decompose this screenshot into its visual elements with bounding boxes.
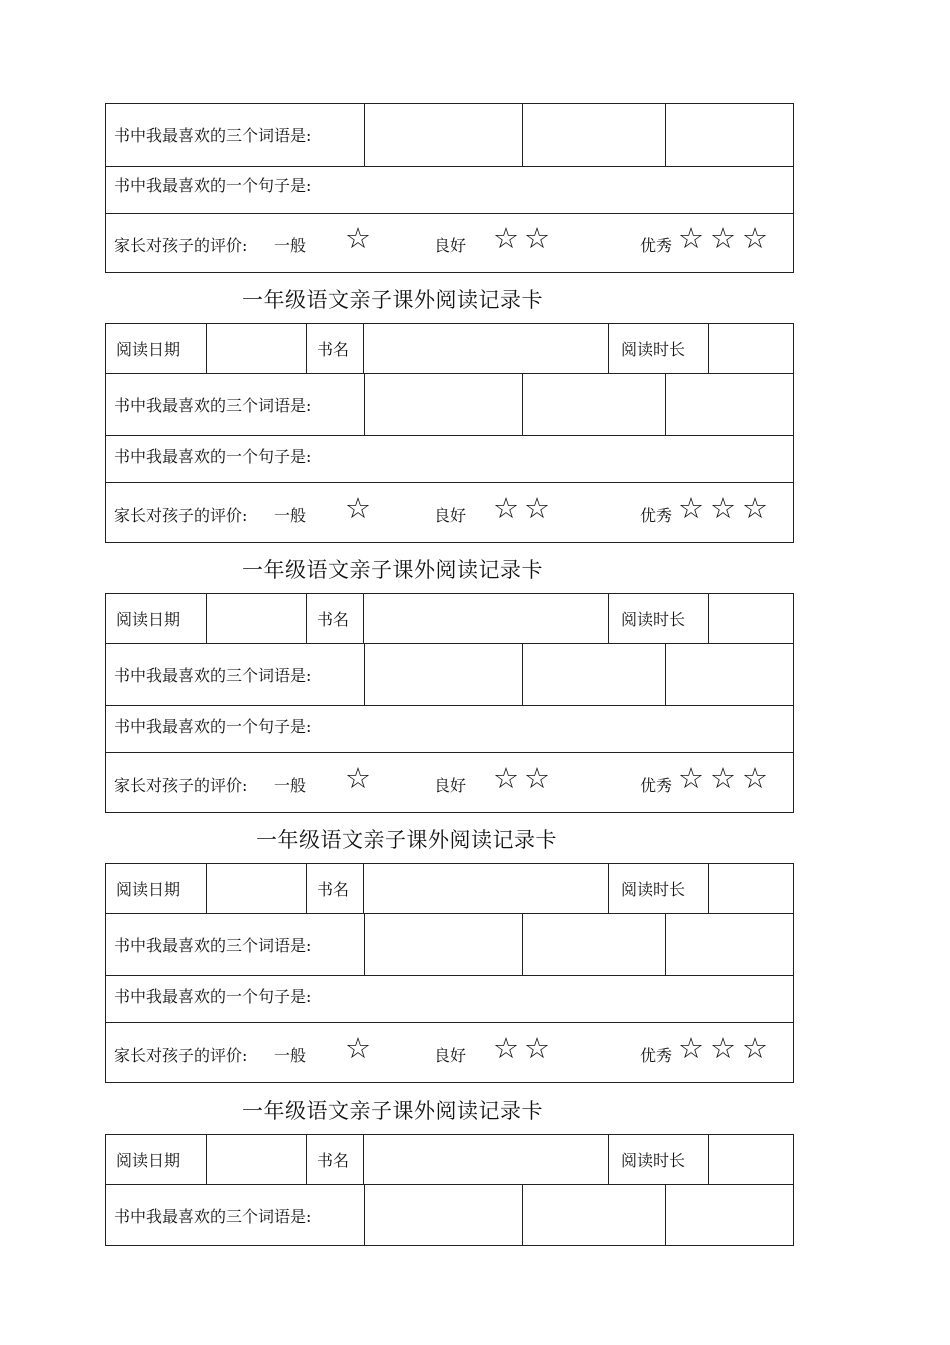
book-name-label-cell bbox=[306, 594, 364, 643]
duration-label-cell bbox=[608, 324, 709, 373]
star-icon[interactable]: ☆ bbox=[493, 491, 519, 525]
star-icon[interactable]: ☆ bbox=[493, 221, 519, 255]
book-name-label-cell bbox=[306, 864, 364, 913]
word-1-field[interactable] bbox=[364, 644, 523, 705]
word-3-field[interactable] bbox=[665, 914, 794, 975]
level-general-label: 一般 bbox=[274, 236, 307, 255]
reading-date-label: 阅读日期 bbox=[116, 880, 181, 899]
word-2-field[interactable] bbox=[522, 914, 666, 975]
info-row bbox=[106, 1135, 793, 1184]
level-good-label: 良好 bbox=[434, 506, 467, 525]
parent-evaluation-row bbox=[106, 482, 793, 542]
reading-duration-label: 阅读时长 bbox=[621, 1151, 686, 1170]
favorite-sentence-row[interactable] bbox=[106, 975, 793, 1022]
reading-duration-field[interactable] bbox=[708, 1135, 794, 1184]
star-icon[interactable]: ☆ bbox=[710, 491, 736, 525]
parent-evaluation-label: 家长对孩子的评价: bbox=[114, 506, 248, 525]
card-title: 一年级语文亲子课外阅读记录卡 bbox=[242, 1099, 543, 1123]
duration-label-cell bbox=[608, 1135, 709, 1184]
parent-evaluation-row bbox=[106, 213, 793, 272]
book-name-label: 书名 bbox=[317, 610, 350, 629]
star-icon[interactable]: ☆ bbox=[678, 221, 704, 255]
word-2-field[interactable] bbox=[522, 644, 666, 705]
favorite-words-label: 书中我最喜欢的三个词语是: bbox=[114, 936, 312, 955]
word-1-field[interactable] bbox=[364, 374, 523, 435]
star-icon[interactable]: ☆ bbox=[678, 491, 704, 525]
reading-date-field[interactable] bbox=[206, 324, 307, 373]
reading-date-label: 阅读日期 bbox=[116, 1151, 181, 1170]
parent-evaluation-label: 家长对孩子的评价: bbox=[114, 1046, 248, 1065]
word-3-field[interactable] bbox=[665, 1185, 794, 1245]
parent-evaluation-label: 家长对孩子的评价: bbox=[114, 776, 248, 795]
star-icon[interactable]: ☆ bbox=[742, 761, 768, 795]
parent-evaluation-row bbox=[106, 752, 793, 812]
star-icon[interactable]: ☆ bbox=[345, 491, 371, 525]
word-2-field[interactable] bbox=[522, 104, 666, 166]
info-row bbox=[106, 864, 793, 913]
book-name-field[interactable] bbox=[363, 864, 609, 913]
card-title: 一年级语文亲子课外阅读记录卡 bbox=[242, 288, 543, 312]
reading-date-field[interactable] bbox=[206, 594, 307, 643]
book-name-label: 书名 bbox=[317, 340, 350, 359]
star-icon[interactable]: ☆ bbox=[524, 221, 550, 255]
reading-duration-label: 阅读时长 bbox=[621, 880, 686, 899]
reading-date-field[interactable] bbox=[206, 864, 307, 913]
duration-label-cell bbox=[608, 594, 709, 643]
star-icon[interactable]: ☆ bbox=[345, 1031, 371, 1065]
reading-date-label: 阅读日期 bbox=[116, 610, 181, 629]
star-icon[interactable]: ☆ bbox=[742, 1031, 768, 1065]
favorite-words-label: 书中我最喜欢的三个词语是: bbox=[114, 396, 312, 415]
level-good-label: 良好 bbox=[434, 236, 467, 255]
book-name-label-cell bbox=[306, 324, 364, 373]
favorite-words-label: 书中我最喜欢的三个词语是: bbox=[114, 1207, 312, 1226]
favorite-words-row bbox=[106, 913, 793, 975]
word-1-field[interactable] bbox=[364, 1185, 523, 1245]
info-row bbox=[106, 324, 793, 373]
star-icon[interactable]: ☆ bbox=[524, 1031, 550, 1065]
reading-card bbox=[105, 863, 794, 1083]
favorite-words-row bbox=[106, 104, 793, 166]
level-general-label: 一般 bbox=[274, 776, 307, 795]
card-title: 一年级语文亲子课外阅读记录卡 bbox=[256, 828, 557, 852]
book-name-label: 书名 bbox=[317, 880, 350, 899]
reading-card bbox=[105, 323, 794, 543]
favorite-words-label: 书中我最喜欢的三个词语是: bbox=[114, 126, 312, 145]
star-icon[interactable]: ☆ bbox=[678, 1031, 704, 1065]
favorite-words-row bbox=[106, 373, 793, 435]
favorite-sentence-row[interactable] bbox=[106, 705, 793, 752]
favorite-sentence-row[interactable] bbox=[106, 435, 793, 482]
favorite-sentence-label: 书中我最喜欢的一个句子是: bbox=[114, 717, 312, 736]
reading-card-partial-bottom bbox=[105, 1134, 794, 1246]
level-excellent-label: 优秀 bbox=[640, 1046, 673, 1065]
book-name-label-cell bbox=[306, 1135, 364, 1184]
favorite-sentence-label: 书中我最喜欢的一个句子是: bbox=[114, 447, 312, 466]
book-name-label: 书名 bbox=[317, 1151, 350, 1170]
star-icon[interactable]: ☆ bbox=[742, 221, 768, 255]
reading-duration-field[interactable] bbox=[708, 864, 794, 913]
star-icon[interactable]: ☆ bbox=[493, 761, 519, 795]
star-icon[interactable]: ☆ bbox=[710, 1031, 736, 1065]
level-general-label: 一般 bbox=[274, 1046, 307, 1065]
word-3-field[interactable] bbox=[665, 104, 794, 166]
star-icon[interactable]: ☆ bbox=[345, 761, 371, 795]
level-good-label: 良好 bbox=[434, 776, 467, 795]
favorite-words-label: 书中我最喜欢的三个词语是: bbox=[114, 666, 312, 685]
parent-evaluation-label: 家长对孩子的评价: bbox=[114, 236, 248, 255]
word-3-field[interactable] bbox=[665, 374, 794, 435]
star-icon[interactable]: ☆ bbox=[524, 761, 550, 795]
reading-duration-label: 阅读时长 bbox=[621, 340, 686, 359]
reading-date-field[interactable] bbox=[206, 1135, 307, 1184]
reading-duration-field[interactable] bbox=[708, 594, 794, 643]
reading-duration-label: 阅读时长 bbox=[621, 610, 686, 629]
star-icon[interactable]: ☆ bbox=[742, 491, 768, 525]
star-icon[interactable]: ☆ bbox=[678, 761, 704, 795]
reading-date-label: 阅读日期 bbox=[116, 340, 181, 359]
level-general-label: 一般 bbox=[274, 506, 307, 525]
level-excellent-label: 优秀 bbox=[640, 506, 673, 525]
favorite-sentence-label: 书中我最喜欢的一个句子是: bbox=[114, 987, 312, 1006]
word-1-field[interactable] bbox=[364, 914, 523, 975]
word-3-field[interactable] bbox=[665, 644, 794, 705]
level-excellent-label: 优秀 bbox=[640, 236, 673, 255]
favorite-words-row bbox=[106, 643, 793, 705]
word-2-field[interactable] bbox=[522, 374, 666, 435]
parent-evaluation-row bbox=[106, 1022, 793, 1082]
reading-card-partial-top bbox=[105, 103, 794, 273]
favorite-words-row bbox=[106, 1184, 793, 1245]
star-icon[interactable]: ☆ bbox=[524, 491, 550, 525]
info-row bbox=[106, 594, 793, 643]
star-icon[interactable]: ☆ bbox=[493, 1031, 519, 1065]
favorite-sentence-label: 书中我最喜欢的一个句子是: bbox=[114, 176, 312, 195]
reading-duration-field[interactable] bbox=[708, 324, 794, 373]
book-name-field[interactable] bbox=[363, 324, 609, 373]
card-title: 一年级语文亲子课外阅读记录卡 bbox=[242, 558, 543, 582]
word-1-field[interactable] bbox=[364, 104, 523, 166]
duration-label-cell bbox=[608, 864, 709, 913]
level-good-label: 良好 bbox=[434, 1046, 467, 1065]
favorite-sentence-row[interactable] bbox=[106, 166, 793, 213]
star-icon[interactable]: ☆ bbox=[345, 221, 371, 255]
star-icon[interactable]: ☆ bbox=[710, 221, 736, 255]
reading-card bbox=[105, 593, 794, 813]
book-name-field[interactable] bbox=[363, 594, 609, 643]
level-excellent-label: 优秀 bbox=[640, 776, 673, 795]
book-name-field[interactable] bbox=[363, 1135, 609, 1184]
word-2-field[interactable] bbox=[522, 1185, 666, 1245]
star-icon[interactable]: ☆ bbox=[710, 761, 736, 795]
